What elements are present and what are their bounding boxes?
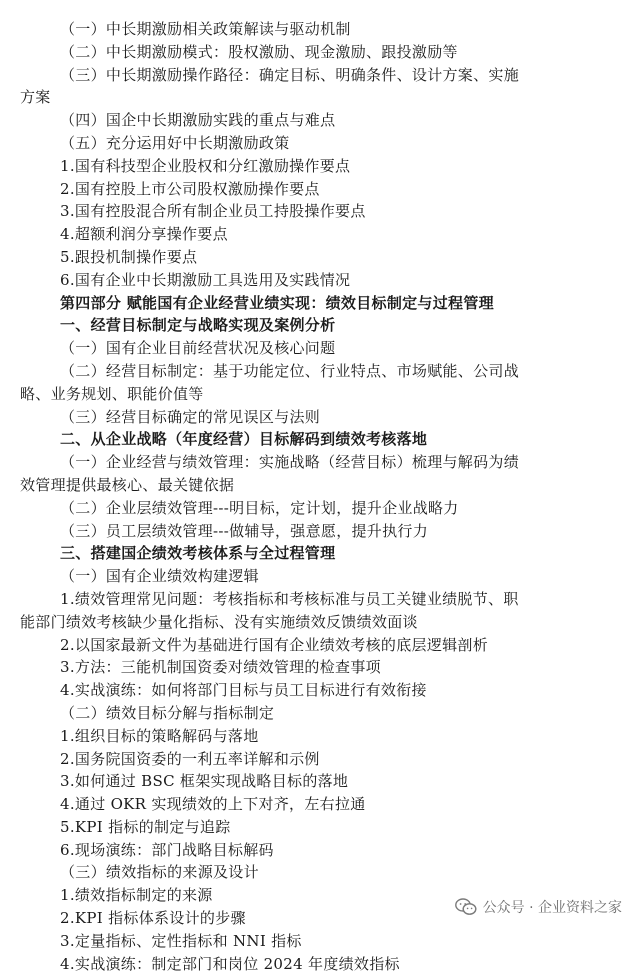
subsection-heading: （五）充分运用好中长期激励政策 xyxy=(60,133,290,152)
list-item: 4.实战演练：制定部门和岗位 2024 年度绩效指标 xyxy=(60,954,400,973)
part-heading: 第四部分 赋能国有企业经营业绩实现：绩效目标制定与过程管理 xyxy=(60,293,494,312)
subsection-heading: （二）中长期激励模式：股权激励、现金激励、跟投激励等 xyxy=(60,42,458,61)
list-item: 4.通过 OKR 实现绩效的上下对齐，左右拉通 xyxy=(60,795,366,814)
list-item: 1.绩效指标制定的来源 xyxy=(60,886,213,905)
list-item: 3.如何通过 BSC 框架实现战略目标的落地 xyxy=(60,772,349,791)
list-item: 2.国务院国资委的一利五率详解和示例 xyxy=(60,749,320,768)
subsection-heading: （三）中长期激励操作路径：确定目标、明确条件、设计方案、实施 xyxy=(60,65,520,84)
continuation-line: 效管理提供最核心、最关键依据 xyxy=(20,475,235,494)
continuation-line: 略、业务规划、职能价值等 xyxy=(20,384,204,403)
list-item: 3.国有控股混合所有制企业员工持股操作要点 xyxy=(60,202,366,221)
subsection-heading: （一）中长期激励相关政策解读与驱动机制 xyxy=(60,20,351,38)
subsection-heading: （四）国企中长期激励实践的重点与难点 xyxy=(60,111,336,130)
list-item: 3.方法：三能机制国资委对绩效管理的检查事项 xyxy=(60,658,381,677)
section-heading: 三、搭建国企绩效考核体系与全过程管理 xyxy=(60,544,336,563)
wechat-icon xyxy=(455,898,477,916)
continuation-line: 能部门绩效考核缺少量化指标、没有实施绩效反馈绩效面谈 xyxy=(20,612,418,631)
subsection-heading: （一）国有企业目前经营状况及核心问题 xyxy=(60,339,336,358)
list-item: 4.超额利润分享操作要点 xyxy=(60,225,228,244)
list-item: 6.现场演练：部门战略目标解码 xyxy=(60,840,274,859)
subsection-heading: （二）经营目标制定：基于功能定位、行业特点、市场赋能、公司战 xyxy=(60,361,520,380)
subsection-heading: （三）绩效指标的来源及设计 xyxy=(60,863,259,882)
subsection-heading: （三）经营目标确定的常见误区与法则 xyxy=(60,407,321,426)
subsection-heading: （二）企业层绩效管理---明目标，定计划，提升企业战略力 xyxy=(60,498,459,517)
document-body xyxy=(0,18,636,975)
list-item: 2.以国家最新文件为基础进行国有企业绩效考核的底层逻辑剖析 xyxy=(60,635,489,654)
list-item: 1.组织目标的策略解码与落地 xyxy=(60,726,259,745)
subsection-heading: （一）国有企业绩效构建逻辑 xyxy=(60,567,259,586)
list-item: 2.国有控股上市公司股权激励操作要点 xyxy=(60,179,320,198)
subsection-heading: （一）企业经营与绩效管理：实施战略（经营目标）梳理与解码为绩 xyxy=(60,453,520,472)
list-item: 4.实战演练：如何将部门目标与员工目标进行有效衔接 xyxy=(60,681,427,700)
list-item: 1.绩效管理常见问题：考核指标和考核标准与员工关键业绩脱节、职 xyxy=(60,589,519,608)
watermark xyxy=(455,895,622,919)
section-heading: 二、从企业战略（年度经营）目标解码到绩效考核落地 xyxy=(60,430,428,449)
list-item: 5.跟投机制操作要点 xyxy=(60,247,198,266)
list-item: 2.KPI 指标体系设计的步骤 xyxy=(60,909,246,928)
list-item: 6.国有企业中长期激励工具选用及实践情况 xyxy=(60,270,351,289)
list-item: 3.定量指标、定性指标和 NNI 指标 xyxy=(60,931,302,950)
subsection-heading: （三）员工层绩效管理---做辅导，强意愿，提升执行力 xyxy=(60,521,429,540)
list-item: 5.KPI 指标的制定与追踪 xyxy=(60,817,231,836)
subsection-heading: （二）绩效目标分解与指标制定 xyxy=(60,703,275,722)
list-item: 1.国有科技型企业股权和分红激励操作要点 xyxy=(60,156,351,175)
continuation-line: 方案 xyxy=(20,88,51,107)
section-heading: 一、经营目标制定与战略实现及案例分析 xyxy=(60,316,336,335)
watermark-text: 公众号 · 企业资料之家 xyxy=(482,900,622,916)
